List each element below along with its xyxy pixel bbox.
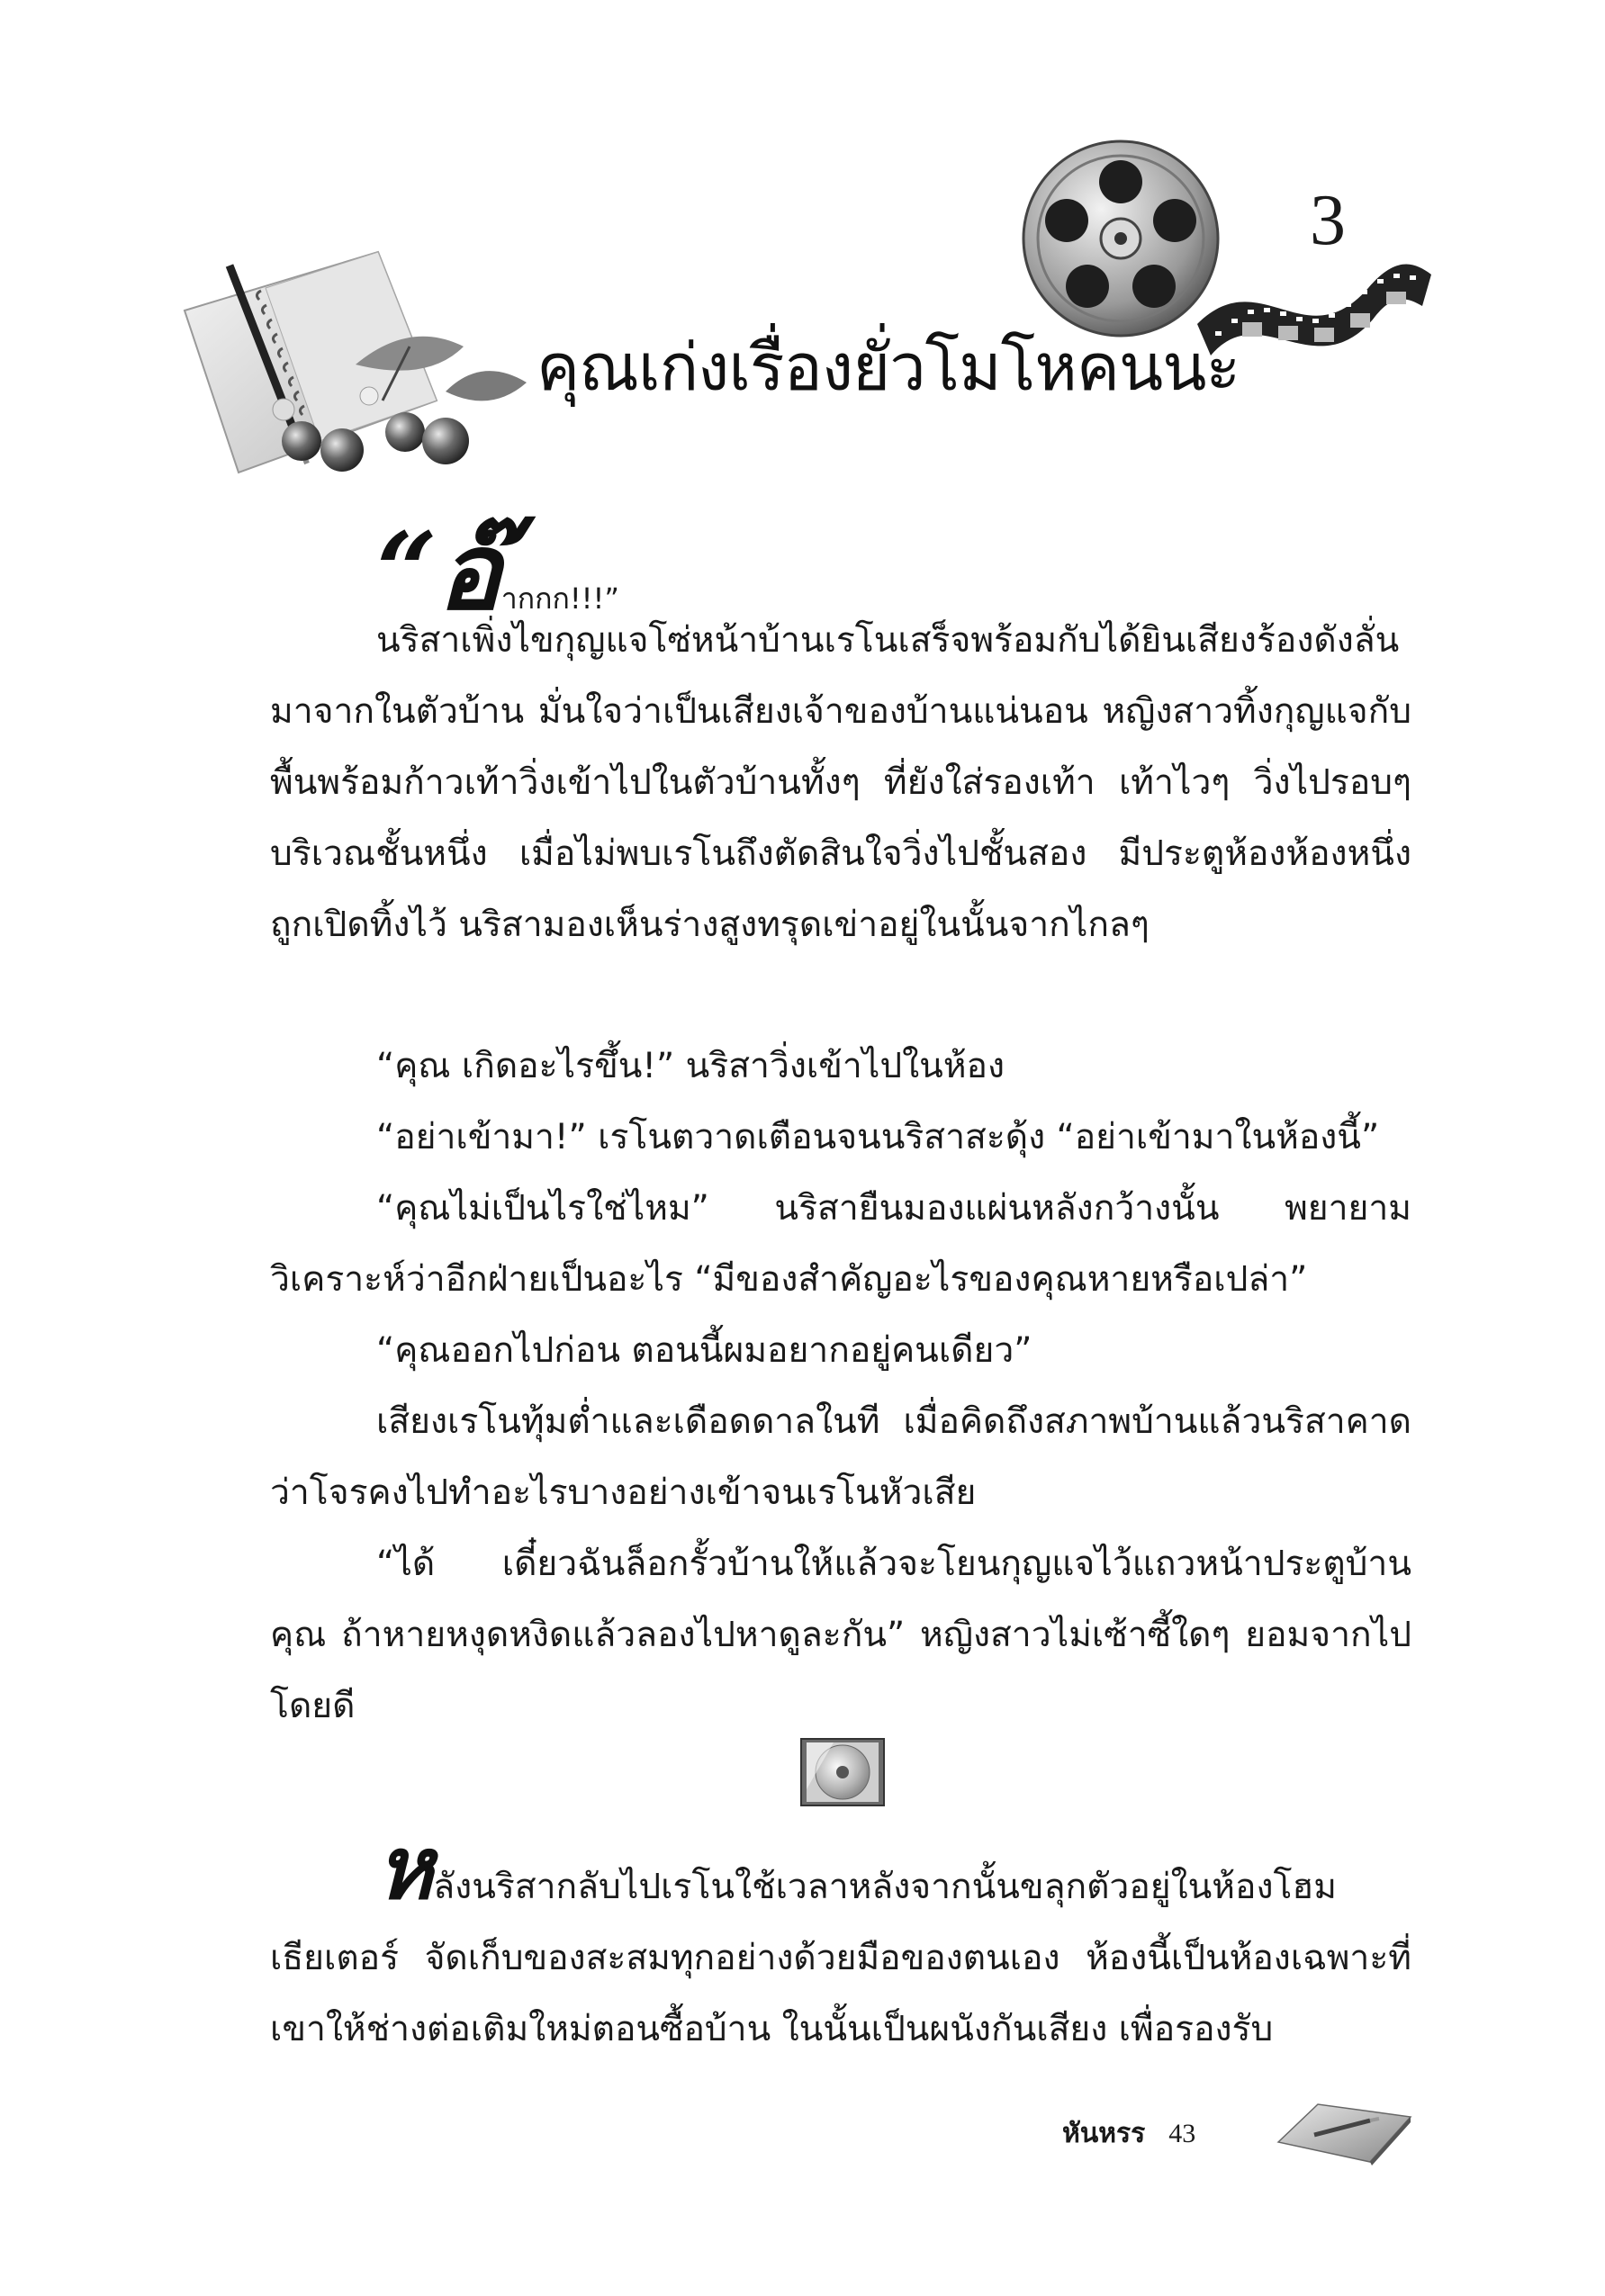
- author-name: หันหรร: [1062, 2118, 1146, 2149]
- paragraph: “คุณไม่เป็นไรใช่ไหม” นริสายืนมองแผ่นหลังกว้างนั้น พยายามวิเคราะห์ว่าอีกฝ่ายเป็นอะไร “มีของสำคัญอะไรของคุณหายหรือเปล่า”: [270, 1188, 1411, 1300]
- paragraph: เสียงเรโนทุ้มต่ำและเดือดดาลในที เมื่อคิดถึงสภาพบ้านแล้วนริสาคาดว่าโจรคงไปทำอะไรบางอย่างเข้าจนเรโนหัวเสีย: [270, 1401, 1411, 1513]
- notebook-with-cherries-icon: [176, 248, 531, 477]
- paragraph: “คุณ เกิดอะไรขึ้น!” นริสาวิ่งเข้าไปในห้อง: [376, 1046, 1005, 1086]
- chapter-number: 3: [1310, 181, 1346, 260]
- page-footer: [1062, 2112, 1195, 2155]
- page-number: 43: [1168, 2119, 1196, 2148]
- pencil-on-pad-icon: [1271, 2095, 1415, 2167]
- cd-case-icon: [798, 1735, 888, 1809]
- paragraph: นริสาเพิ่งไขกุญแจโซ่หน้าบ้านเรโนเสร็จพร้อมกับได้ยินเสียงร้องดังลั่นมาจากในตัวบ้าน มั่นใจว่าเป็นเสียงเจ้าของบ้านแน่นอน หญิงสาวทิ้งกุญแจกับพื้นพร้อมก้าวเท้าวิ่งเข้าไปในตัวบ้านทั้งๆ ที่ยังใส่รองเท้า เท้าไวๆ วิ่งไปรอบๆ บริเวณชั้นหนึ่ง เมื่อไม่พบเรโนถึงตัดสินใจวิ่งไปชั้นสอง มีประตูห้องห้องหนึ่งถูกเปิดทิ้งไว้ นริสามองเห็นร่างสูงทรุดเข่าอยู่ในนั้นจากไกลๆ: [270, 620, 1411, 945]
- paragraph: “อย่าเข้ามา!” เรโนตวาดเตือนจนนริสาสะดุ้ง “อย่าเข้ามาในห้องนี้”: [376, 1117, 1380, 1157]
- drop-cap: ห: [376, 1818, 434, 1919]
- paragraph: [270, 1818, 1411, 2065]
- opening-rest: ากกก!!!”: [500, 581, 619, 616]
- paragraph: “คุณออกไปก่อน ตอนนี้ผมอยากอยู่คนเดียว”: [376, 1330, 1032, 1371]
- chapter-title: คุณเก่งเรื่องยั่วโมโหคนนะ: [537, 329, 1240, 405]
- drop-cap: “อ๊: [376, 509, 501, 634]
- paragraph: “ได้ เดี๋ยวฉันล็อกรั้วบ้านให้แล้วจะโยนกุญแจไว้แถวหน้าประตูบ้านคุณ ถ้าหายหงุดหงิดแล้วลองไปหาดูละกัน” หญิงสาวไม่เซ้าซี้ใดๆ ยอมจากไปโดยดี: [270, 1544, 1411, 1726]
- paragraph-text: ลังนริสากลับไปเรโนใช้เวลาหลังจากนั้นขลุกตัวอยู่ในห้องโฮมเธียเตอร์ จัดเก็บของสะสมทุกอย่างด้วยมือของตนเอง ห้องนี้เป็นห้องเฉพาะที่เขาให้ช่างต่อเติมใหม่ตอนซื้อบ้าน ในนั้นเป็นผนังกันเสียง เพื่อรองรับ: [270, 1867, 1411, 2049]
